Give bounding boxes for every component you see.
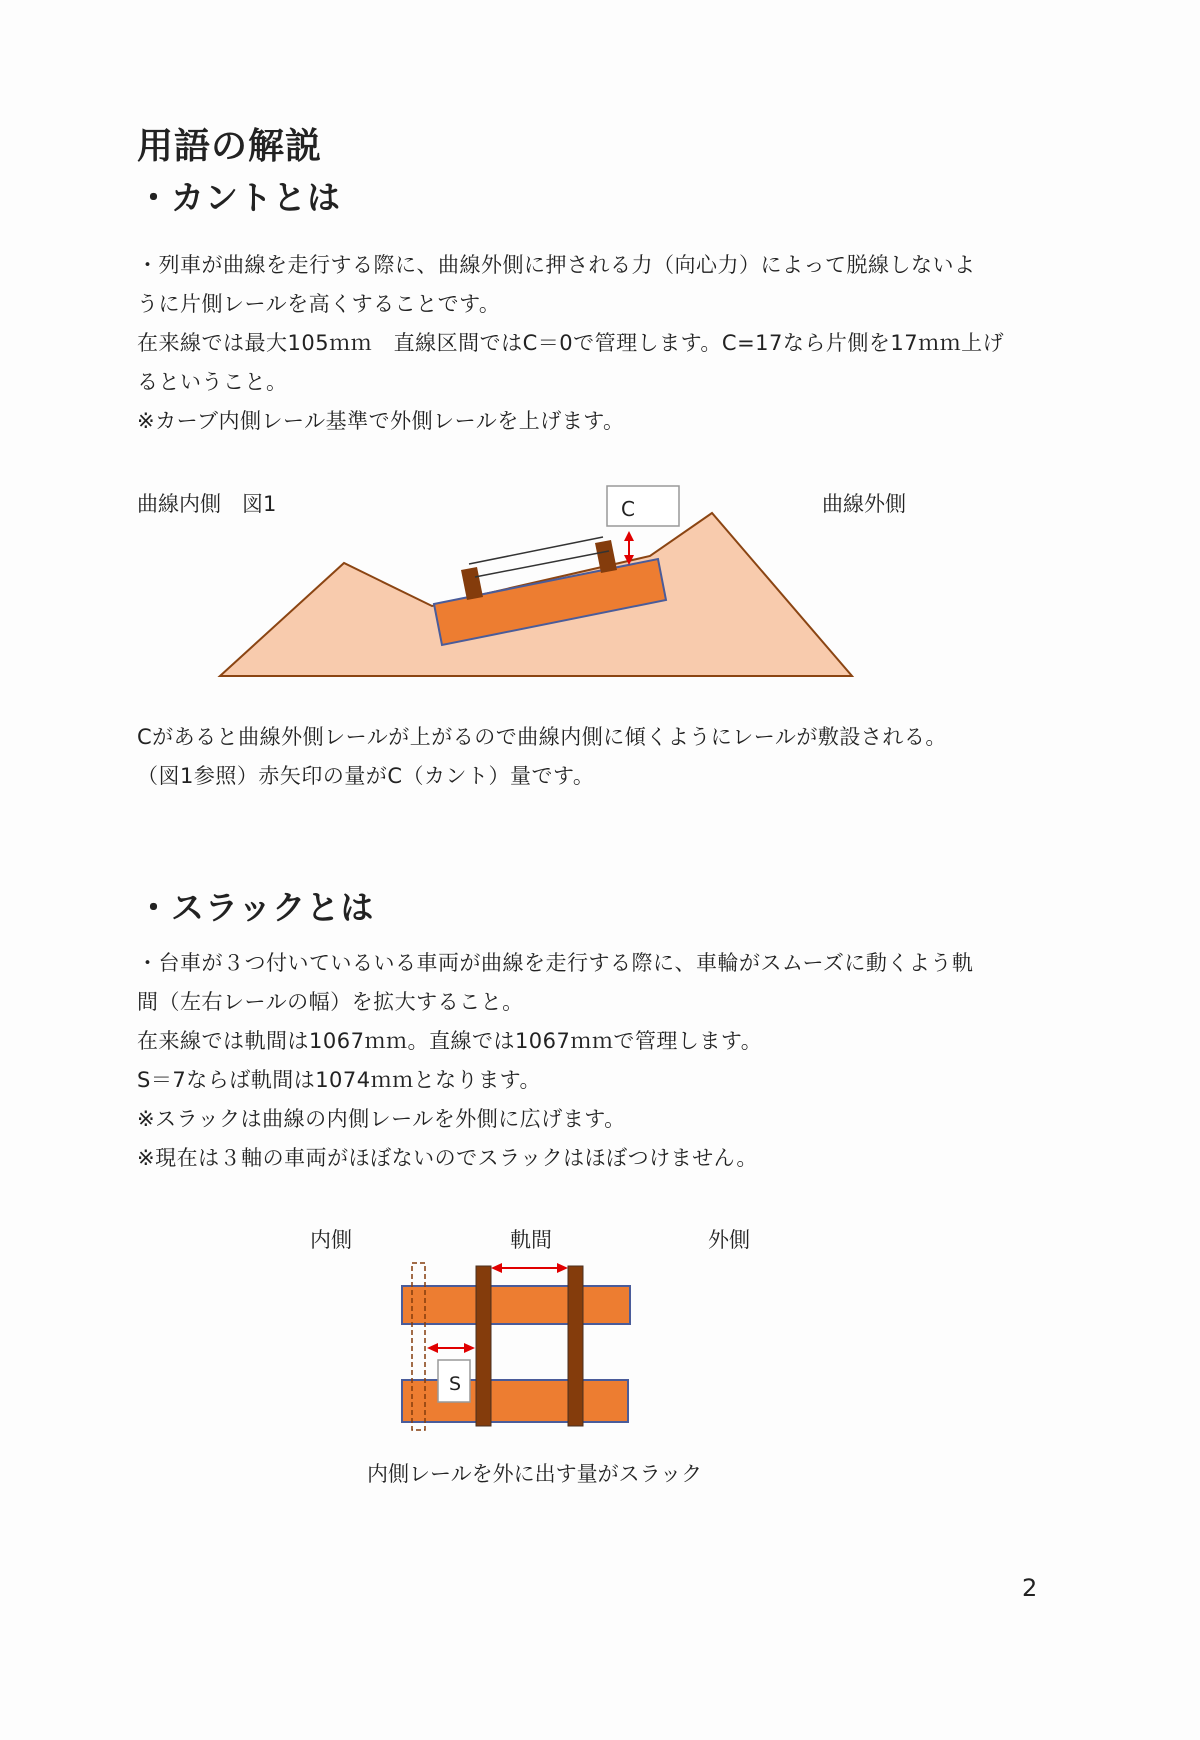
- slack-line-2: 間（左右レールの幅）を拡大すること。: [137, 990, 524, 1014]
- sleeper-bottom: [402, 1380, 628, 1422]
- rail-inner: [461, 567, 483, 600]
- figure1-outer-label: 曲線外側: [822, 492, 906, 516]
- figure1-inner-label: 曲線内側 図1: [137, 492, 277, 516]
- page-number: 2: [1022, 1574, 1038, 1602]
- cant-label-box: [607, 486, 679, 526]
- slack-line-1: ・台車が３つ付いているいる車両が曲線を走行する際に、車輪がスムーズに動くよう軌: [137, 951, 974, 975]
- cant-line-5: ※カーブ内側レール基準で外側レールを上げます。: [137, 409, 625, 433]
- cant-heading: ・カントとは: [137, 178, 341, 217]
- page-title: 用語の解説: [137, 126, 323, 167]
- figure2-inner-label: 内側: [310, 1228, 352, 1252]
- slack-label-text: S: [449, 1373, 462, 1395]
- figure2-caption: 内側レールを外に出す量がスラック: [367, 1462, 703, 1486]
- cant-diagram: [0, 0, 1200, 700]
- cant-line-3: 在来線では最大105ｍｍ 直線区間ではC＝0で管理します。C=17なら片側を17ｍｍ上げ: [137, 331, 1005, 355]
- cant-line-2: うに片側レールを高くすることです。: [137, 292, 501, 316]
- slack-diagram: [0, 1200, 1200, 1460]
- slack-heading: ・スラックとは: [137, 888, 375, 927]
- rail-inner: [476, 1266, 491, 1426]
- slack-line-5: ※スラックは曲線の内側レールを外側に広げます。: [137, 1107, 626, 1131]
- slack-line-6: ※現在は３軸の車両がほぼないのでスラックはほぼつけません。: [137, 1146, 758, 1170]
- cant-caption-line-1: Cがあると曲線外側レールが上がるので曲線内側に傾くようにレールが敷設される。: [137, 725, 947, 749]
- rail-top-line-1: [469, 537, 603, 564]
- figure2-gauge-label: 軌間: [510, 1228, 552, 1252]
- rail-outer: [568, 1266, 583, 1426]
- slack-line-3: 在来線では軌間は1067ｍｍ。直線では1067ｍｍで管理します。: [137, 1029, 763, 1053]
- slack-arrow: [427, 1343, 475, 1353]
- cant-label-text: C: [621, 497, 635, 521]
- cant-line-1: ・列車が曲線を走行する際に、曲線外側に押される力（向心力）によって脱線しないよ: [137, 253, 976, 277]
- slack-description: [137, 944, 973, 1178]
- cant-line-4: るということ。: [137, 370, 288, 394]
- figure2-outer-label: 外側: [708, 1228, 750, 1252]
- sleeper-top: [402, 1286, 630, 1324]
- slack-line-4: S＝7ならば軌間は1074ｍｍとなります。: [137, 1068, 541, 1092]
- cant-caption-line-2: （図1参照）赤矢印の量がC（カント）量です。: [137, 764, 595, 788]
- gauge-arrow: [491, 1263, 568, 1273]
- cant-caption: [137, 718, 947, 796]
